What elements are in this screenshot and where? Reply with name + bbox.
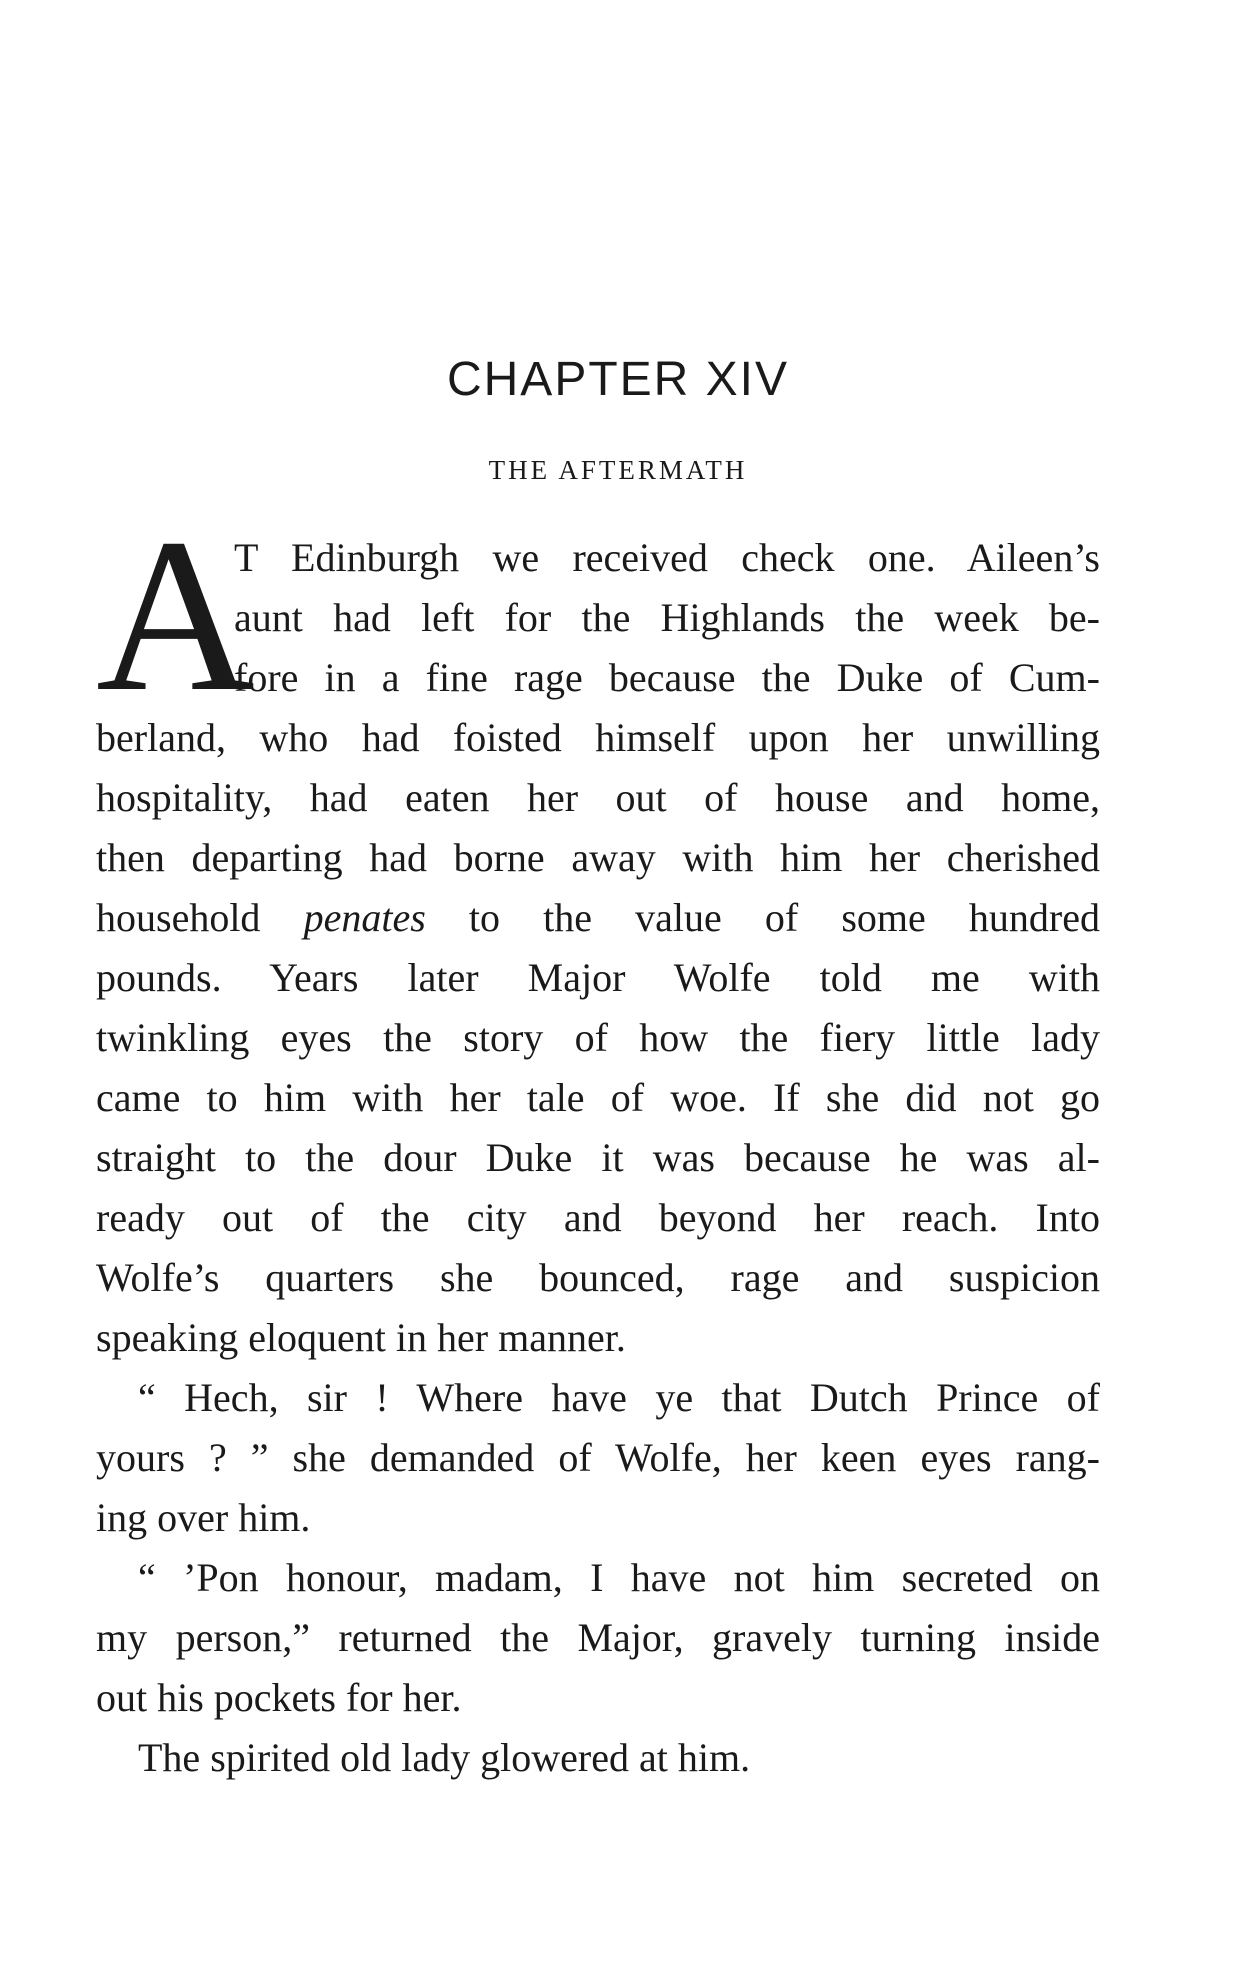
text-line: ready out of the city and beyond her reach. Into: [96, 1195, 1100, 1240]
text-line: my person,” returned the Major, gravely turning inside: [96, 1615, 1100, 1660]
text-line: aunt had left for the Highlands the week be-: [234, 595, 1100, 640]
paragraph-1: [96, 708, 1100, 1368]
text-line: twinkling eyes the story of how the fiery little lady: [96, 1015, 1100, 1060]
text-line-penates: [96, 888, 1100, 948]
text-fragment: to the value of some hundred: [425, 895, 1100, 940]
text-line: Wolfe’s quarters she bounced, rage and suspicion: [96, 1255, 1100, 1300]
text-line: The spirited old lady glowered at him.: [138, 1735, 751, 1780]
text-line: “ Hech, sir ! Where have ye that Dutch Prince of: [138, 1375, 1100, 1420]
text-fragment: household: [96, 895, 304, 940]
drop-cap: A: [96, 493, 255, 737]
text-line: “ ’Pon honour, madam, I have not him secreted on: [138, 1555, 1100, 1600]
drop-cap-lines: [234, 528, 1100, 708]
chapter-subtitle: THE AFTERMATH: [488, 455, 748, 485]
text-line: out his pockets for her.: [96, 1675, 462, 1720]
paragraph-3: [96, 1548, 1100, 1728]
paragraph-2: [96, 1368, 1100, 1548]
text-line: straight to the dour Duke it was because he was al-: [96, 1135, 1100, 1180]
text-line: hospitality, had eaten her out of house and home,: [96, 775, 1100, 820]
text-line: speaking eloquent in her manner.: [96, 1315, 626, 1360]
chapter-title: CHAPTER XIV: [446, 353, 790, 406]
paragraph-4: [96, 1728, 1100, 1788]
text-line: T Edinburgh we received check one. Aileen’s: [234, 535, 1100, 580]
italic-word: penates: [303, 895, 426, 940]
text-line: then departing had borne away with him her cherished: [96, 835, 1100, 880]
text-line: fore in a fine rage because the Duke of Cum-: [234, 655, 1100, 700]
text-line: pounds. Years later Major Wolfe told me with: [96, 955, 1100, 1000]
text-line: ing over him.: [96, 1495, 311, 1540]
text-line: berland, who had foisted himself upon her unwilling: [96, 715, 1100, 760]
opening-paragraph-start: [96, 493, 1100, 737]
text-line: came to him with her tale of woe. If she did not go: [96, 1075, 1100, 1120]
text-line: yours ? ” she demanded of Wolfe, her keen eyes rang-: [96, 1435, 1100, 1480]
